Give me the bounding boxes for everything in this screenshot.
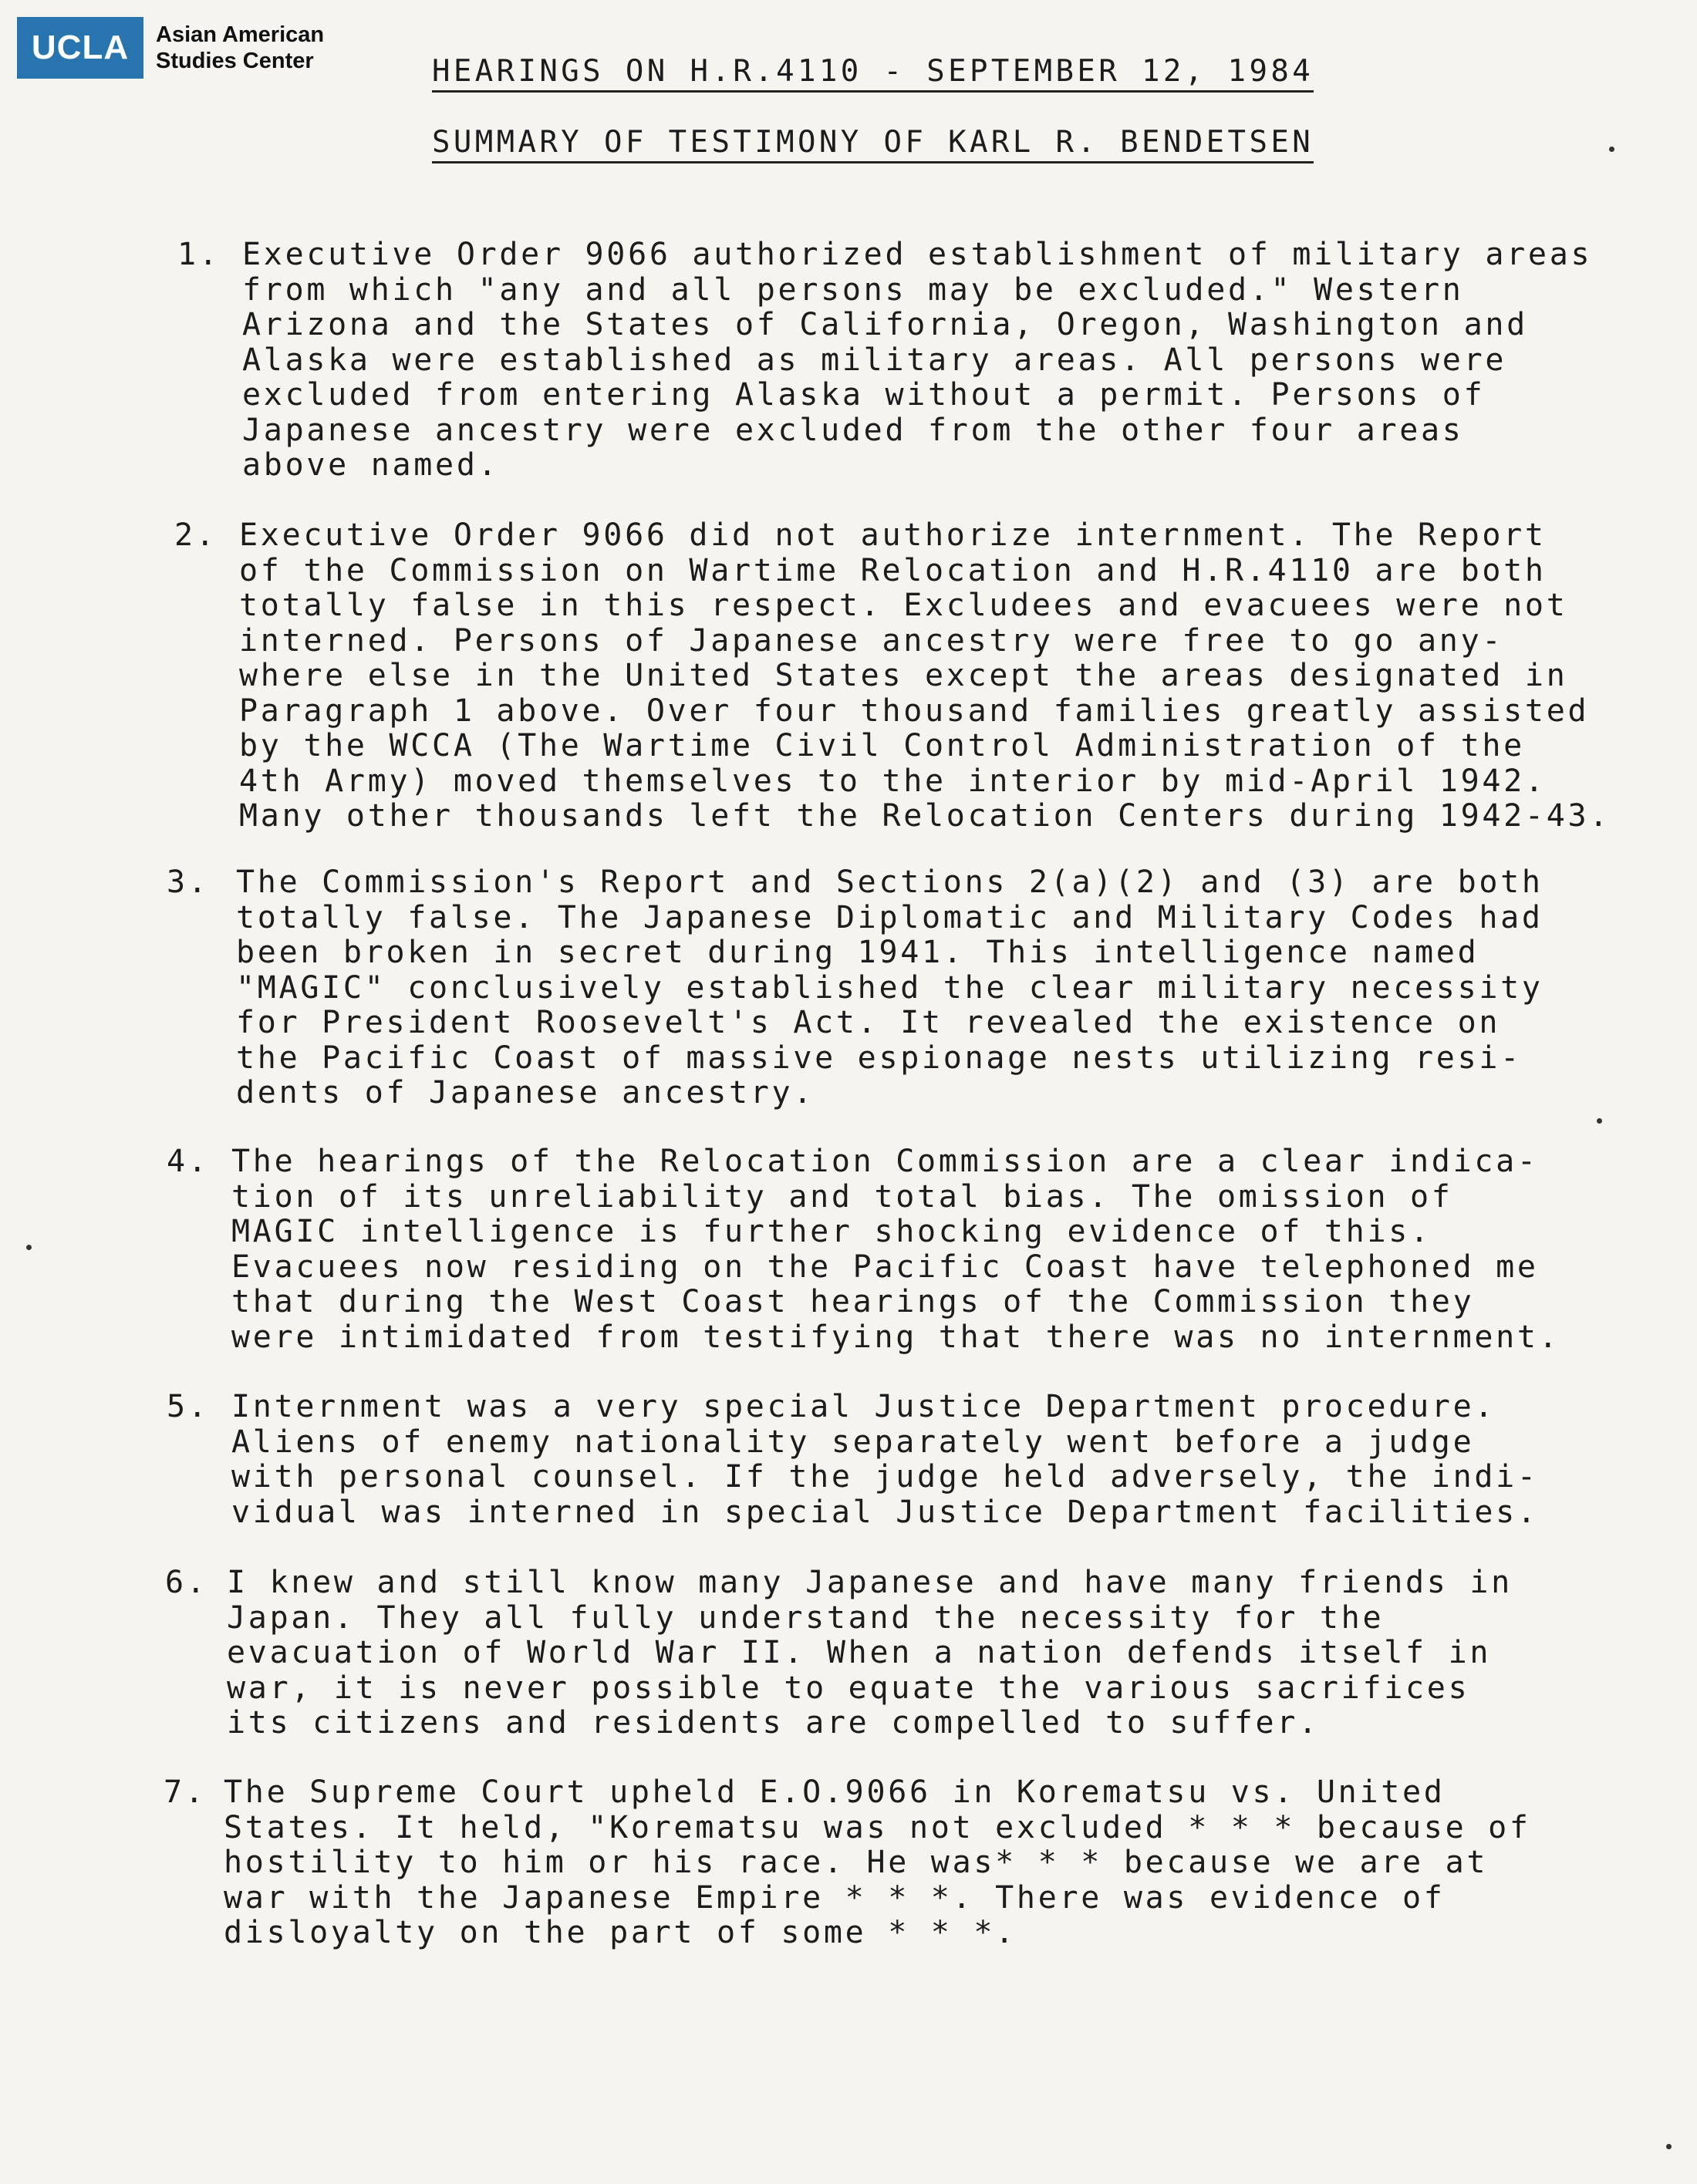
text-line: 4th Army) moved themselves to the interior by mid-April 1942.	[239, 763, 1547, 799]
text-line: with personal counsel. If the judge held adversely, the indi-	[231, 1459, 1539, 1495]
logo-department-name	[156, 22, 324, 74]
text-line: Executive Order 9066 did not authorize internment. The Report	[239, 517, 1547, 553]
paragraph-body	[231, 1144, 1560, 1355]
text-line: that during the West Coast hearings of the Commission they	[231, 1284, 1475, 1320]
text-line: Executive Order 9066 authorized establishment of military areas	[242, 237, 1593, 272]
text-line: been broken in secret during 1941. This intelligence named	[236, 935, 1479, 970]
text-line: were intimidated from testifying that there was no internment.	[231, 1319, 1560, 1355]
text-line: The Supreme Court upheld E.O.9066 in Korematsu vs. United	[224, 1775, 1446, 1810]
text-line: above named.	[242, 447, 500, 483]
text-line: Japan. They all fully understand the necessity for the	[227, 1599, 1385, 1636]
text-line: evacuation of World War II. When a nation defends itself in	[227, 1635, 1492, 1670]
ucla-brand-mark: UCLA	[17, 17, 143, 79]
text-line: from which "any and all persons may be excluded." Western	[242, 271, 1464, 308]
text-line: The Commission's Report and Sections 2(a)(2) and (3) are both	[236, 865, 1543, 900]
text-line: war, it is never possible to equate the various sacrifices	[227, 1670, 1470, 1706]
text-line: the Pacific Coast of massive espionage nests utilizing resi-	[236, 1040, 1522, 1076]
text-line: I knew and still know many Japanese and have many friends in	[227, 1565, 1513, 1600]
text-line: interned. Persons of Japanese ancestry were free to go any-	[239, 622, 1504, 659]
document-subtitle: SUMMARY OF TESTIMONY OF KARL R. BENDETSEN	[432, 125, 1314, 163]
text-line: The hearings of the Relocation Commission are a clear indica-	[231, 1144, 1539, 1179]
text-line: tion of its unreliability and total bias. The omission of	[231, 1178, 1453, 1215]
text-line: war with the Japanese Empire * * *. There was evidence of	[224, 1879, 1446, 1916]
text-line: excluded from entering Alaska without a permit. Persons of	[242, 377, 1486, 413]
ucla-logo	[17, 17, 324, 79]
logo-line-2: Studies Center	[156, 49, 314, 73]
text-line: vidual was interned in special Justice Department facilities.	[231, 1494, 1539, 1530]
text-line: hostility to him or his race. He was* * * because we are at	[224, 1845, 1489, 1880]
paragraph-body	[239, 518, 1611, 834]
paragraph-number: 4.	[167, 1144, 210, 1179]
scan-speck	[1666, 2144, 1672, 2149]
text-line: totally false in this respect. Excludees and evacuees were not	[239, 588, 1568, 623]
paragraph-body	[227, 1566, 1513, 1741]
text-line: MAGIC intelligence is further shocking evidence of this.	[231, 1214, 1432, 1249]
paragraph-number: 3.	[167, 865, 210, 900]
scan-speck	[26, 1245, 32, 1250]
text-line: disloyalty on the part of some * * *.	[224, 1915, 1017, 1950]
paragraph-body	[231, 1390, 1539, 1530]
text-line: Paragraph 1 above. Over four thousand families greatly assisted	[239, 693, 1590, 729]
text-line: States. It held, "Korematsu was not excluded * * * because of	[224, 1809, 1531, 1845]
text-line: Aliens of enemy nationality separately went before a judge	[231, 1424, 1475, 1460]
paragraph-body	[224, 1775, 1531, 1951]
text-line: Alaska were established as military areas. All persons were	[242, 342, 1507, 378]
paragraph-number: 5.	[167, 1389, 210, 1424]
scan-speck	[1609, 147, 1614, 152]
text-line: Arizona and the States of California, Oregon, Washington and	[242, 307, 1528, 342]
text-line: its citizens and residents are compelled to suffer.	[227, 1705, 1320, 1741]
text-line: where else in the United States except the areas designated in	[239, 658, 1568, 693]
text-line: for President Roosevelt's Act. It revealed the existence on	[236, 1005, 1501, 1040]
text-line: totally false. The Japanese Diplomatic and Military Codes had	[236, 899, 1543, 935]
text-line: by the WCCA (The Wartime Civil Control Administration of the	[239, 728, 1525, 763]
text-line: Japanese ancestry were excluded from the other four areas	[242, 412, 1464, 448]
text-line: of the Commission on Wartime Relocation and H.R.4110 are both	[239, 552, 1547, 588]
scan-speck	[1597, 1118, 1602, 1124]
logo-line-1: Asian American	[156, 22, 325, 47]
text-line: Evacuees now residing on the Pacific Coast have telephoned me	[231, 1249, 1539, 1285]
paragraph-number: 6.	[165, 1565, 208, 1600]
text-line: "MAGIC" conclusively established the clear military necessity	[236, 969, 1543, 1006]
paragraph-body	[242, 238, 1592, 484]
text-line: Many other thousands left the Relocation Centers during 1942-43.	[239, 798, 1611, 834]
text-line: dents of Japanese ancestry.	[236, 1075, 815, 1111]
text-line: Internment was a very special Justice Department procedure.	[231, 1389, 1496, 1424]
paragraph-number: 2.	[174, 517, 218, 553]
paragraph-number: 1.	[177, 237, 221, 272]
paragraph-number: 7.	[164, 1775, 207, 1810]
document-title: HEARINGS ON H.R.4110 - SEPTEMBER 12, 1984	[432, 54, 1314, 93]
paragraph-body	[236, 865, 1543, 1111]
